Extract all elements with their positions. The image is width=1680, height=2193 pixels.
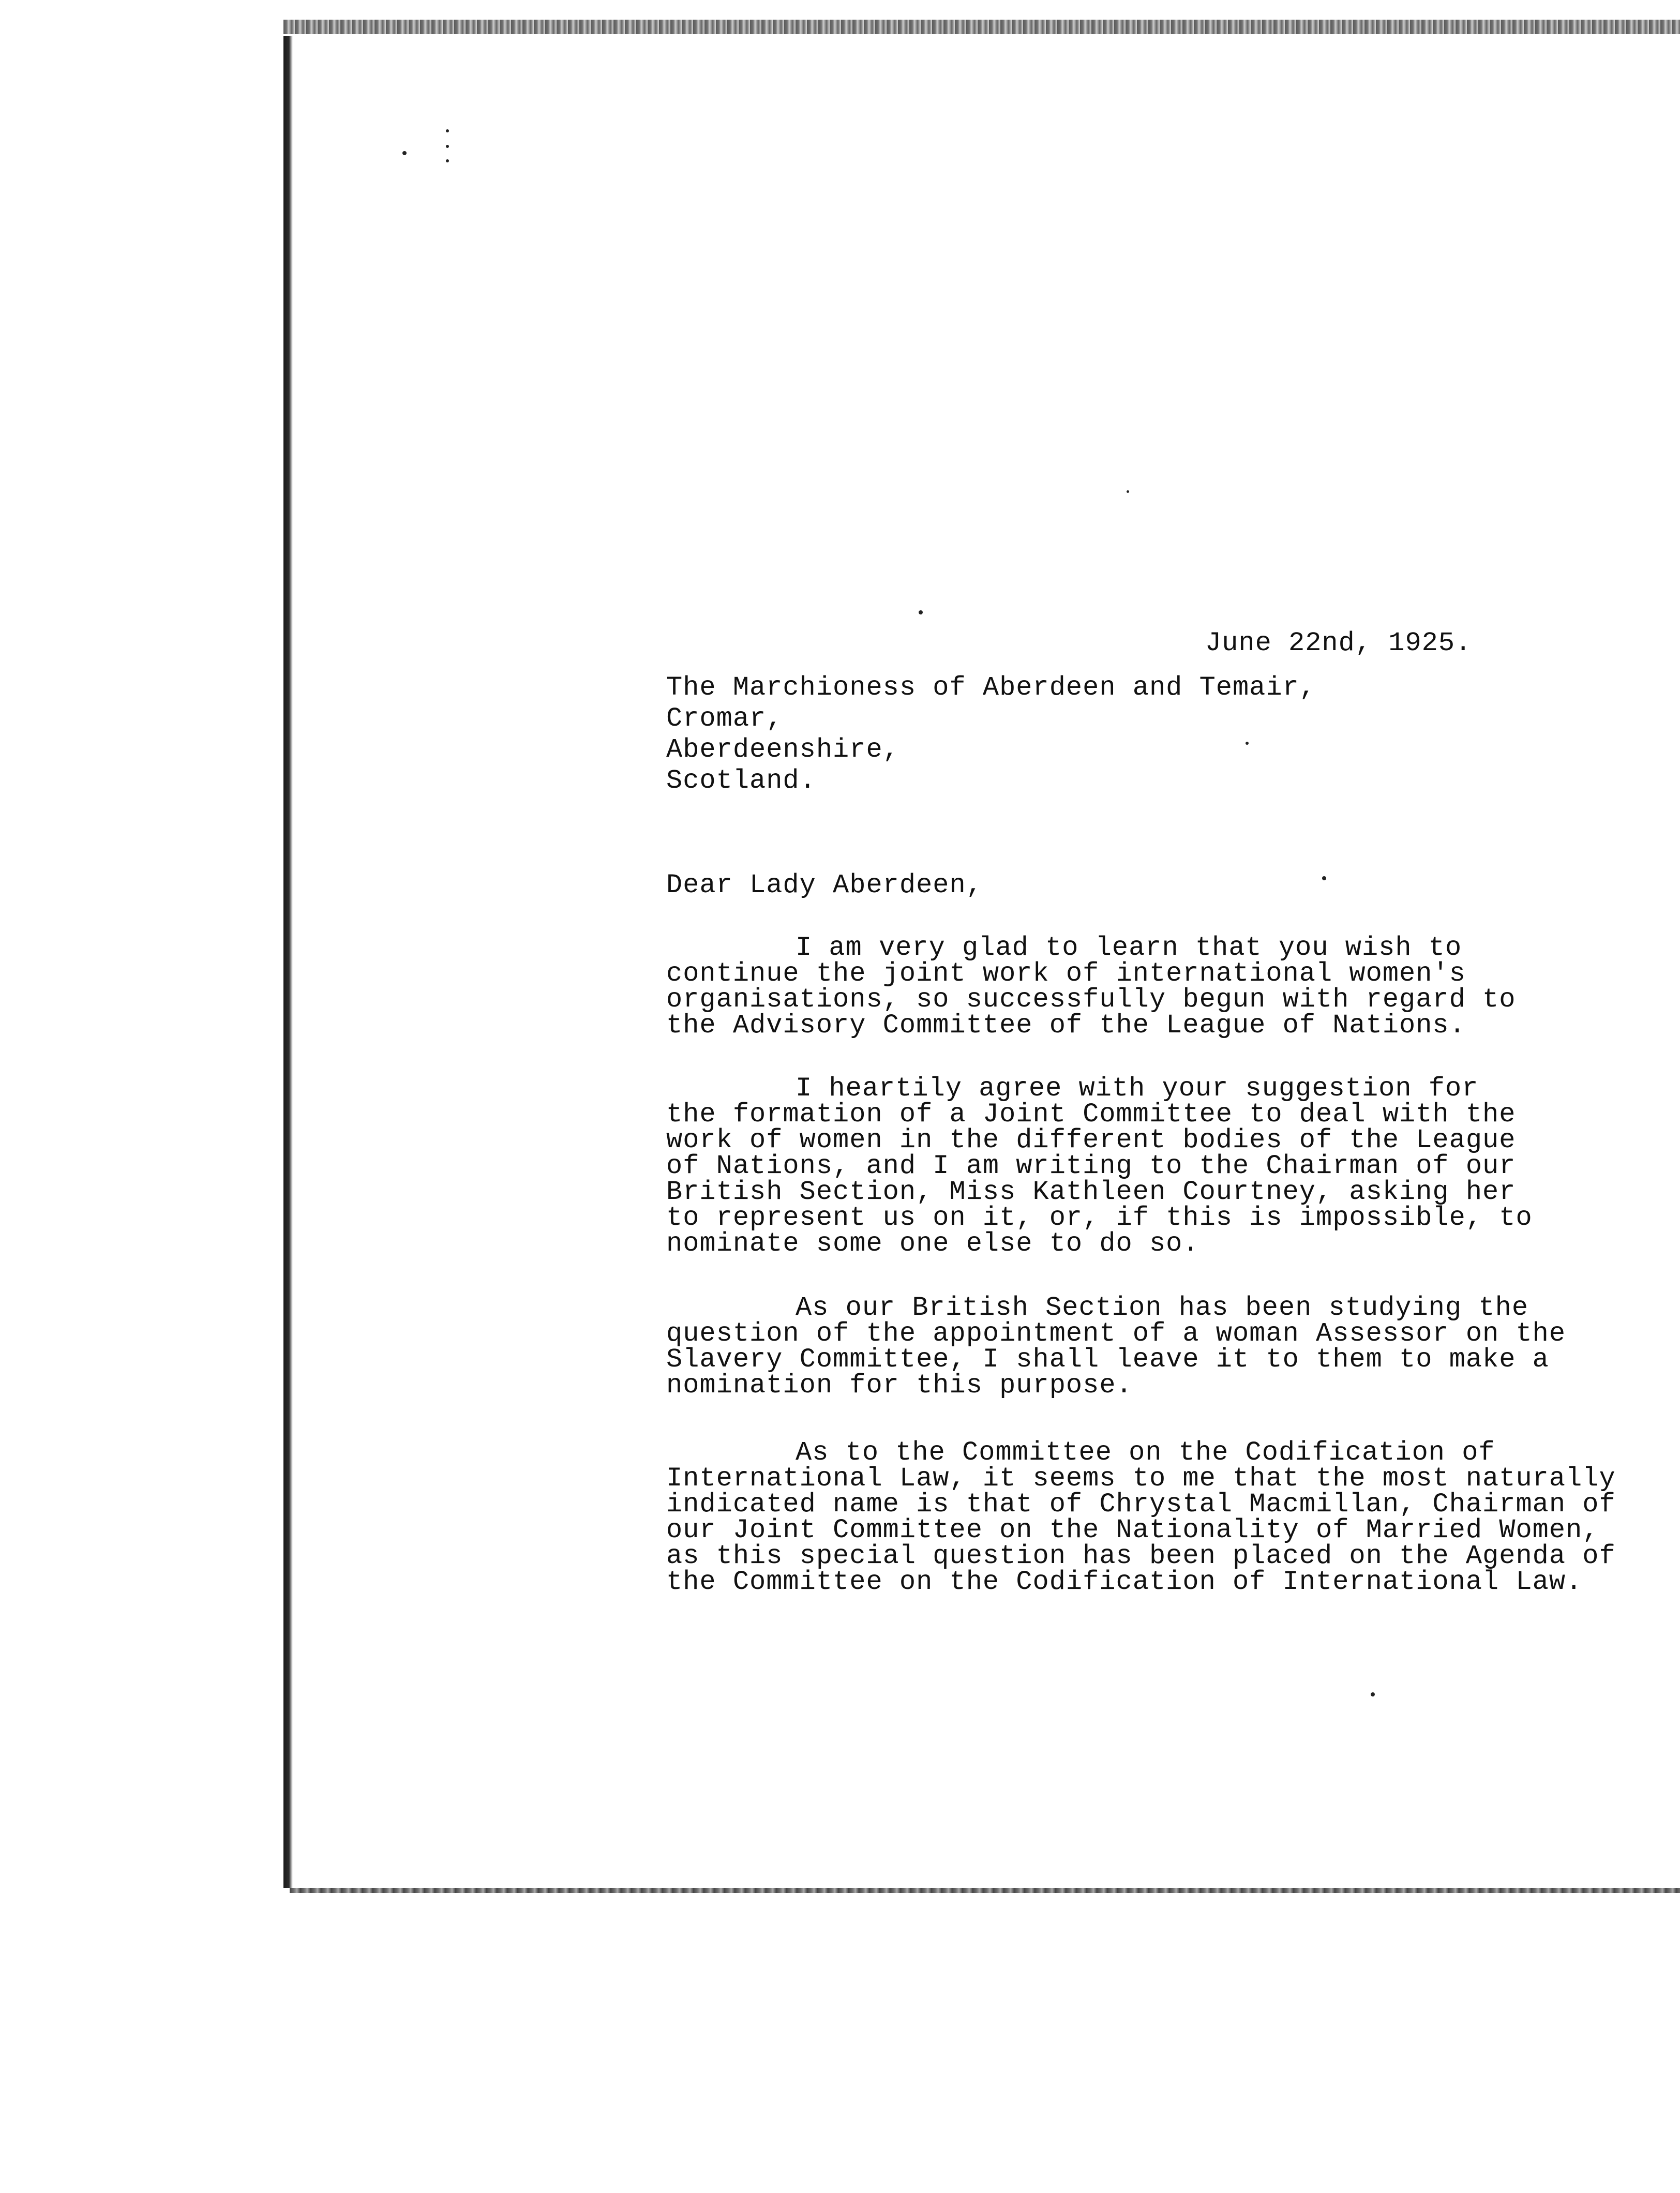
salutation: Dear Lady Aberdeen, (666, 870, 983, 900)
scan-edge-left (283, 36, 293, 1888)
paragraph-line: nomination for this purpose. (666, 1370, 1133, 1401)
recipient-address (666, 672, 1316, 797)
letter-date: June 22nd, 1925. (1205, 628, 1472, 658)
paragraph-line: British Section, Miss Kathleen Courtney, asking her (666, 1177, 1516, 1207)
paragraph-line: the formation of a Joint Committee to deal with the (666, 1099, 1516, 1130)
address-line: The Marchioness of Aberdeen and Temair, (666, 672, 1316, 703)
paragraph-line: question of the appointment of a woman Assessor on the (666, 1318, 1566, 1349)
paragraph-line: I heartily agree with your suggestion for (796, 1073, 1479, 1104)
paragraph-line: nominate some one else to do so. (666, 1228, 1199, 1259)
paragraph-line: of Nations, and I am writing to the Chairman of our (666, 1151, 1516, 1181)
paragraph-2 (666, 1073, 1533, 1259)
paragraph-1 (666, 935, 1516, 1039)
address-line: Aberdeenshire, (666, 734, 899, 765)
paragraph-line: International Law, it seems to me that the most naturally (666, 1463, 1616, 1494)
address-line: Scotland. (666, 765, 816, 796)
paragraph-line: the Committee on the Codification of International Law. (666, 1567, 1583, 1597)
speck (446, 159, 449, 162)
paragraph-line: indicated name is that of Chrystal Macmillan, Chairman of (666, 1489, 1616, 1520)
paragraph-4 (666, 1437, 1616, 1597)
speck (1371, 1692, 1375, 1696)
address-line: Cromar, (666, 703, 783, 734)
paragraph-line: I am very glad to learn that you wish to (796, 933, 1462, 963)
paragraph-line: As to the Committee on the Codification of (796, 1437, 1495, 1468)
paragraph-line: the Advisory Committee of the League of Nations. (666, 1010, 1466, 1041)
paragraph-line: our Joint Committee on the Nationality of Married Women, (666, 1515, 1599, 1545)
speck (1322, 876, 1326, 880)
speck (446, 129, 449, 132)
scan-edge-top (283, 20, 1680, 34)
scan-edge-bottom (290, 1888, 1680, 1893)
paragraph-line: work of women in the different bodies of the League (666, 1125, 1516, 1155)
paragraph-line: Slavery Committee, I shall leave it to them to make a (666, 1344, 1549, 1375)
paragraph-line: as this special question has been placed on the Agenda of (666, 1541, 1616, 1571)
speck (919, 610, 923, 614)
paragraph-line: to represent us on it, or, if this is impossible, to (666, 1203, 1533, 1233)
paragraph-line: As our British Section has been studying the (796, 1293, 1529, 1323)
paragraph-line: continue the joint work of international women's (666, 958, 1466, 989)
speck (446, 145, 449, 148)
speck (402, 151, 407, 155)
speck (1127, 490, 1129, 493)
paragraph-3 (666, 1295, 1566, 1399)
paragraph-line: organisations, so successfully begun with regard to (666, 984, 1516, 1015)
